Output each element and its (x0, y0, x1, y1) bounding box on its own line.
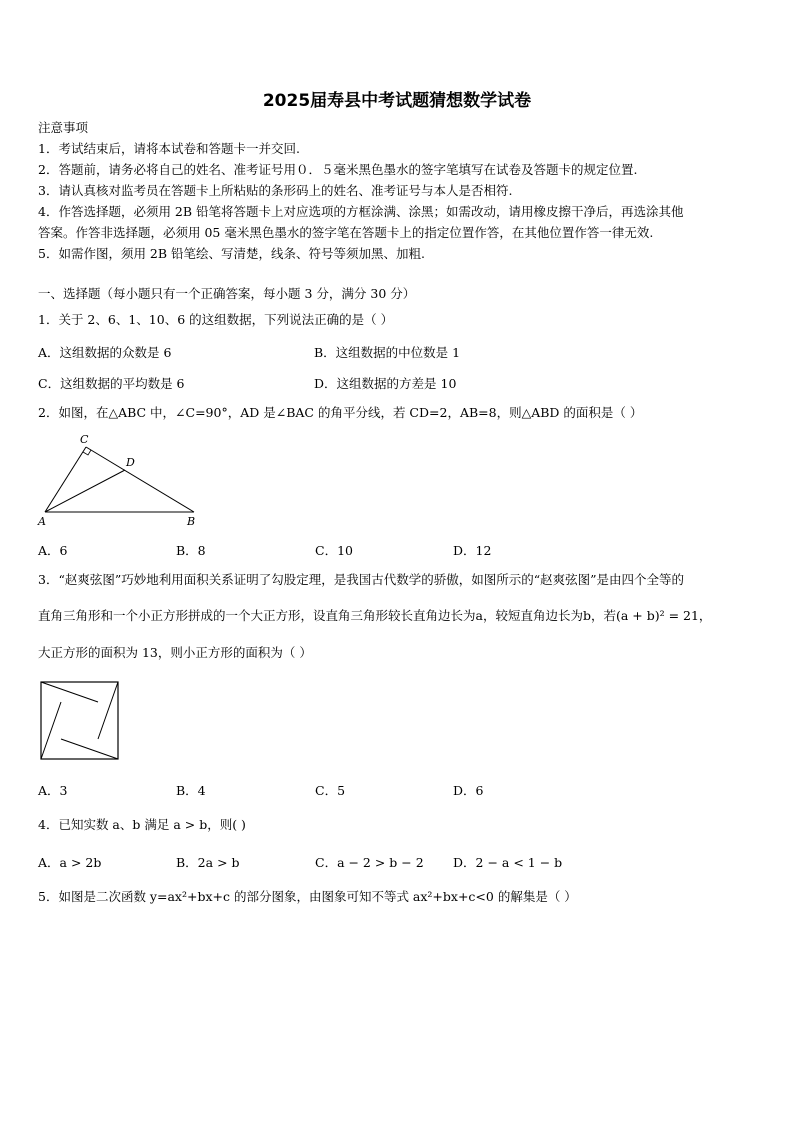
q3-option-a: A．3 (38, 783, 68, 798)
label-b: B (187, 515, 196, 528)
q1-option-a: A．这组数据的众数是 6 (38, 345, 172, 360)
question-5-stem: 5．如图是二次函数 y=ax²+bx+c 的部分图象，由图象可知不等式 ax²+bx+c<0 的解集是（ ） (38, 889, 577, 904)
triangle-figure (36, 430, 206, 530)
q2-option-c: C．10 (315, 543, 353, 558)
q1-option-c: C．这组数据的平均数是 6 (38, 376, 185, 391)
q3-option-d: D．6 (453, 783, 484, 798)
label-d: D (126, 456, 135, 469)
note-item: 2．答题前，请务必将自己的姓名、准考证号用０．５毫米黑色墨水的签字笔填写在试卷及答题卡的规定位置. (38, 162, 638, 177)
note-item: 5．如需作图，须用 2B 铅笔绘、写清楚，线条、符号等须加黑、加粗. (38, 246, 426, 261)
notes-heading: 注意事项 (38, 120, 89, 135)
q4-option-d: D．2 − a < 1 − b (453, 855, 563, 870)
question-3-line: 3．“赵爽弦图”巧妙地利用面积关系证明了勾股定理，是我国古代数学的骄傲，如图所示的“赵爽弦图”是由四个全等的 (38, 572, 685, 587)
q1-option-d: D．这组数据的方差是 10 (314, 376, 457, 391)
q3-option-c: C．5 (315, 783, 346, 798)
label-a: A (38, 515, 46, 528)
q1-option-b: B．这组数据的中位数是 1 (314, 345, 461, 360)
section-heading: 一、选择题（每小题只有一个正确答案，每小题 3 分，满分 30 分） (38, 286, 416, 301)
q4-option-c: C．a − 2 > b − 2 (315, 855, 424, 870)
q4-option-a: A．a > 2b (38, 855, 102, 870)
q2-option-a: A．6 (38, 543, 68, 558)
label-c: C (80, 433, 89, 446)
q2-option-b: B．8 (176, 543, 206, 558)
note-item: 1．考试结束后，请将本试卷和答题卡一并交回. (38, 141, 300, 156)
question-3-line: 大正方形的面积为 13，则小正方形的面积为（ ） (38, 645, 312, 660)
note-item: 4．作答选择题，必须用 2B 铅笔将答题卡上对应选项的方框涂满、涂黑；如需改动，请用橡皮擦干净后，再选涂其他 (38, 204, 684, 219)
q3-option-b: B．4 (176, 783, 206, 798)
note-item: 答案。作答非选择题，必须用 05 毫米黑色墨水的签字笔在答题卡上的指定位置作答，在其他位置作答一律无效. (38, 225, 654, 240)
question-3-line: 直角三角形和一个小正方形拼成的一个大正方形，设直角三角形较长直角边长为a，较短直角边长为b，若(a + b)² = 21， (38, 608, 712, 623)
q4-option-b: B．2a > b (176, 855, 240, 870)
question-4-stem: 4．已知实数 a、b 满足 a > b，则( ) (38, 817, 246, 832)
note-item: 3．请认真核对监考员在答题卡上所粘贴的条形码上的姓名、准考证号与本人是否相符. (38, 183, 513, 198)
question-2-stem: 2．如图，在△ABC 中，∠C=90°，AD 是∠BAC 的角平分线，若 CD=2，AB=8，则△ABD 的面积是（ ） (38, 405, 643, 420)
question-1-stem: 1．关于 2、6、1、10、6 的这组数据，下列说法正确的是（ ） (38, 312, 394, 327)
page-title: 2025届寿县中考试题猜想数学试卷 (262, 91, 532, 111)
zhao-shuang-figure (40, 681, 120, 761)
q2-option-d: D．12 (453, 543, 492, 558)
